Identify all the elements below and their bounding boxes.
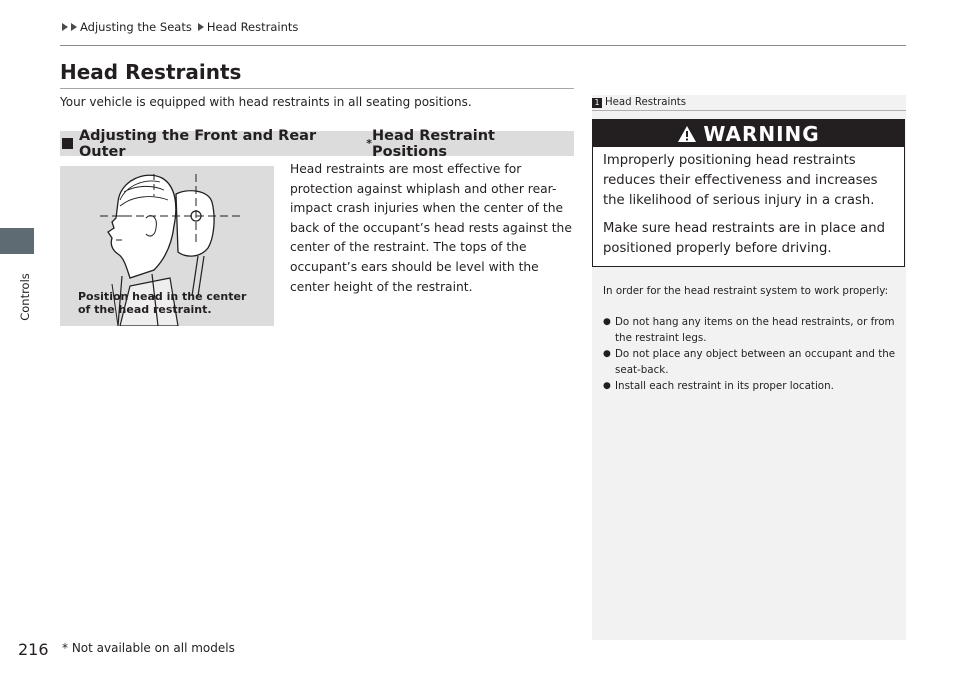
footnote: * Not available on all models: [62, 641, 235, 655]
caption-line: of the head restraint.: [78, 303, 212, 316]
chapter-tab: [0, 228, 34, 254]
section-heading-suffix: Head Restraint Positions: [372, 127, 495, 160]
body-paragraph: Head restraints are most effective for protection against whiplash and other rear-impact crash injuries when the center of the back of the occupant’s head rests against the center of the restraint. The tops of the occupant’s ears should be level with the center height of the restraint.: [290, 162, 572, 294]
warning-text: Make sure head restraints are in place and positioned properly before driving.: [603, 221, 885, 256]
list-item: ● Do not hang any items on the head restraints, or from the restraint legs.: [603, 314, 899, 346]
page-title: Head Restraints: [60, 60, 242, 84]
note-list: [603, 314, 899, 394]
sidebar-divider: [592, 110, 906, 111]
header-divider: [60, 45, 906, 46]
warning-text: Improperly positioning head restraints reduces their effectiveness and increases the likelihood of serious injury in a crash.: [603, 153, 878, 208]
breadcrumb-item[interactable]: Adjusting the Seats: [80, 20, 192, 34]
breadcrumb-arrow-icon: [62, 23, 68, 31]
sidebar-heading: [592, 97, 686, 108]
note-intro: In order for the head restraint system to work properly:: [603, 285, 889, 297]
breadcrumb-arrow-icon: [198, 23, 204, 31]
section-square-icon: [62, 138, 73, 149]
chapter-label: Controls: [18, 273, 32, 321]
head-restraint-illustration: [60, 166, 274, 326]
warning-triangle-icon: [677, 125, 697, 143]
sidebar-heading-text: Head Restraints: [605, 97, 687, 108]
caption-line: Position head in the center: [78, 290, 247, 303]
intro-text: Your vehicle is equipped with head restraints in all seating positions.: [60, 95, 472, 109]
breadcrumb-item[interactable]: Head Restraints: [206, 20, 299, 34]
breadcrumb-arrow-icon: [71, 23, 77, 31]
illustration-caption: [78, 290, 268, 316]
breadcrumb: [62, 20, 298, 34]
warning-banner: [593, 120, 904, 147]
section-heading-prefix: Adjusting the Front and Rear Outer: [78, 127, 317, 160]
section-heading: [60, 127, 574, 160]
title-divider: [60, 88, 574, 89]
warning-label: WARNING: [703, 121, 820, 146]
reference-marker-icon: 1: [592, 98, 602, 108]
list-item: ● Do not place any object between an occupant and the seat-back.: [603, 346, 899, 378]
footnote-asterisk: *: [366, 137, 373, 150]
page-number: 216: [18, 640, 49, 659]
list-item: ● Install each restraint in its proper location.: [603, 378, 899, 394]
